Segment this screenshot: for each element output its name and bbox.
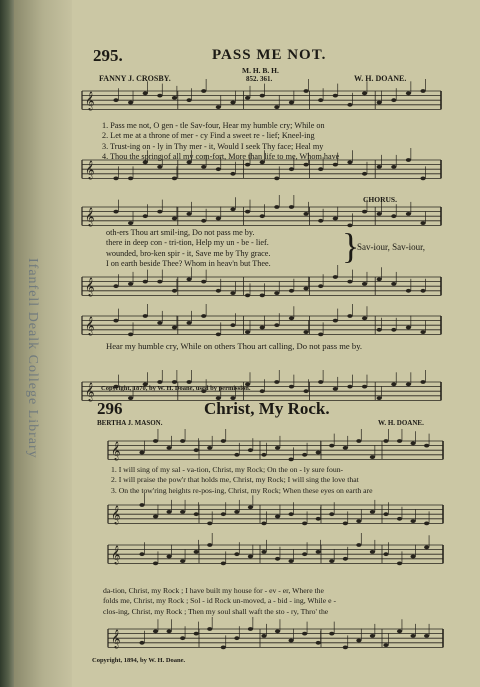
note-head [303,287,308,291]
verse-block [102,121,339,163]
clef: 𝄞 [85,382,95,401]
note-head [391,382,396,386]
chorus-label: CHORUS. [363,195,397,204]
note-head [167,510,172,514]
note-head [411,555,416,559]
verse-line: 4. Thou the spring of all my com-fort, More than life to me, Whom have [102,152,340,162]
note-head [153,439,158,443]
note-head [248,448,253,452]
note-head [275,629,280,633]
note-head [260,326,265,330]
note-head [128,333,133,337]
note-head [275,446,280,450]
note-head [221,562,226,566]
note-head [406,382,411,386]
hymn-composer: W. H. DOANE. [354,74,407,83]
verse-block-2 [106,228,271,270]
note-head [343,522,348,526]
note-head [143,280,148,284]
note-head [411,441,416,445]
note-head [406,91,411,95]
clef: 𝄞 [85,316,95,335]
note-head [216,167,221,171]
note-head [172,380,177,384]
hymnal-reference-values: 852. 361. [246,75,273,83]
note-head [221,512,226,516]
note-head [406,326,411,330]
note-head [362,385,367,389]
note-head [245,96,250,100]
chorus-line: Hear my humble cry, While on others Thou art calling, Do not pass me by. [106,341,363,351]
note-head [383,643,388,647]
note-head [420,89,425,93]
note-head [274,105,279,109]
note-head [318,98,323,102]
note-head [303,89,308,93]
note-head [397,629,402,633]
hymn-author: FANNY J. CROSBY. [99,74,171,83]
note-head [347,160,352,164]
note-head [411,634,416,638]
note-head [303,163,308,167]
note-head [194,550,199,554]
note-head [261,634,266,638]
hymn-title: Christ, My Rock. [204,399,330,418]
note-head [113,98,118,102]
note-head [157,321,162,325]
note-head [274,323,279,327]
note-head [289,512,294,516]
note-head [383,439,388,443]
note-head [391,98,396,102]
note-head [128,396,133,400]
note-head [302,632,307,636]
note-head [302,522,307,526]
note-head [391,214,396,218]
verse-line: da-tion, Christ, my Rock ; I have built my house for - ev - er, Where the [103,586,324,595]
note-head [420,289,425,293]
note-head [167,629,172,633]
note-head [216,333,221,337]
verse-line: wounded, bro-ken spir - it, Save me by Thy grace. [106,248,271,258]
verse-block-4 [103,586,336,617]
note-head [370,455,375,459]
note-head [370,634,375,638]
note-head [347,280,352,284]
note-head [260,94,265,98]
note-head [356,543,361,547]
verse-line: oth-ers Thou art smil-ing, Do not pass me by. [106,228,255,237]
note-head [302,552,307,556]
note-head [347,103,352,107]
note-head [424,522,429,526]
note-head [318,333,323,337]
note-head [128,177,133,181]
note-head [180,510,185,514]
note-head [172,326,177,330]
note-head [343,446,348,450]
note-head [261,550,266,554]
note-head [420,221,425,225]
copyright-notice: Copyright, 1894, by W. H. Doane. [92,657,186,664]
note-head [397,439,402,443]
verse-line: 2. Let me at a throne of mer - cy Find a sweet re - lief; Kneel-ing [102,131,315,141]
hymn-author: BERTHA J. MASON. [97,419,163,427]
clef: 𝄞 [111,505,121,524]
note-head [274,205,279,209]
note-head [370,550,375,554]
note-head [377,165,382,169]
note-head [143,314,148,318]
note-head [362,91,367,95]
note-head [424,545,429,549]
note-head [201,219,206,223]
note-head [397,517,402,521]
note-head [245,163,250,167]
note-head [329,444,334,448]
note-head [167,555,172,559]
note-head [329,512,334,516]
note-head [318,167,323,171]
note-head [207,627,212,631]
note-head [248,555,253,559]
library-stamp: Ifanfell Dealk College Library [25,258,40,459]
note-head [230,101,235,105]
note-head [333,163,338,167]
hymn-title: PASS ME NOT. [212,47,327,63]
note-head [207,543,212,547]
hymn-number: 295. [93,46,123,65]
note-head [194,448,199,452]
note-head [260,389,265,393]
note-head [194,512,199,516]
note-head [187,380,192,384]
note-head [356,639,361,643]
hymn-number: 296 [97,399,123,418]
note-head [187,212,192,216]
note-head [318,380,323,384]
hymn-composer: W. H. DOANE. [378,419,424,427]
note-head [230,291,235,295]
note-head [139,641,144,645]
clef: 𝄞 [111,629,121,648]
note-head [194,632,199,636]
note-head [260,214,265,218]
note-head [318,284,323,288]
note-head [274,380,279,384]
note-head [377,328,382,332]
note-head [274,291,279,295]
note-head [128,101,133,105]
note-head [316,517,321,521]
note-head [139,451,144,455]
note-head [113,284,118,288]
note-head [172,289,177,293]
note-head [113,177,118,181]
note-head [180,439,185,443]
note-head [261,522,266,526]
note-head [289,559,294,563]
note-head [261,453,266,457]
note-head [157,165,162,169]
note-head [187,321,192,325]
note-head [260,294,265,298]
note-head [318,219,323,223]
note-head [245,294,250,298]
verse-line: there in deep con - tri-tion, Help my un - be - lief. [106,238,269,248]
note-head [343,557,348,561]
note-head [377,212,382,216]
note-head [153,515,158,519]
note-head [248,505,253,509]
note-head [207,522,212,526]
note-head [406,289,411,293]
note-head [157,280,162,284]
note-head [128,221,133,225]
note-head [157,210,162,214]
note-head [230,207,235,211]
note-head [420,380,425,384]
note-head [275,557,280,561]
note-head [201,165,206,169]
note-head [411,519,416,523]
note-head [289,289,294,293]
verse-line: folds me, Christ, my Rock ; Sol - id Rock un-moved, a - bid - ing, While e - [103,596,337,606]
note-head [230,172,235,176]
note-head [275,515,280,519]
note-head [303,389,308,393]
note-head [128,282,133,286]
note-head [391,165,396,169]
note-head [316,641,321,645]
note-head [289,205,294,209]
note-head [377,277,382,281]
note-head [362,316,367,320]
chorus-start: Sav-iour, Sav-iour, [357,242,426,252]
copyright-notice: Copyright, 1870, by W. H. Doane, used by permission. [101,385,251,392]
verse-line: 2. I will praise the pow'r that holds me, Christ, my Rock; I will sing the love that [111,475,359,485]
note-head [289,385,294,389]
note-head [316,451,321,455]
note-head [221,646,226,650]
note-head [333,94,338,98]
note-head [113,319,118,323]
note-head [234,510,239,514]
note-head [234,636,239,640]
note-head [397,562,402,566]
note-head [377,101,382,105]
clef: 𝄞 [85,160,95,179]
verse-line: 3. On the tow'ring heights re-pos-ing, Christ, my Rock; When these eyes on earth are [111,485,373,495]
note-head [289,101,294,105]
verse-brace: } [342,226,360,266]
note-head [406,212,411,216]
note-head [420,330,425,334]
note-head [230,323,235,327]
note-head [362,172,367,176]
note-head [329,559,334,563]
note-head [143,214,148,218]
note-head [289,458,294,462]
note-head [356,439,361,443]
note-head [333,275,338,279]
note-head [303,212,308,216]
note-head [356,519,361,523]
clef: 𝄞 [111,441,121,460]
note-head [289,639,294,643]
note-head [424,444,429,448]
note-head [333,319,338,323]
note-head [216,105,221,109]
note-head [333,387,338,391]
note-head [302,453,307,457]
note-head [143,91,148,95]
note-head [383,512,388,516]
note-head [113,210,118,214]
note-head [167,446,172,450]
note-head [303,330,308,334]
note-head [153,562,158,566]
clef: 𝄞 [111,545,121,564]
note-head [216,289,221,293]
note-head [245,210,250,214]
note-head [221,439,226,443]
verse-line: 3. Trust-ing on - ly in Thy mer - it, Would I seek Thy face; Heal my [102,141,324,151]
note-head [172,177,177,181]
note-head [187,277,192,281]
note-head [316,550,321,554]
note-head [377,396,382,400]
note-head [187,98,192,102]
note-head [180,559,185,563]
note-head [347,385,352,389]
note-head [347,314,352,318]
note-head [289,167,294,171]
verse-line: 1. I will sing of my sal - va-tion, Christ, my Rock; On the on - ly sure foun- [111,465,344,474]
note-head [424,634,429,638]
verse-line: 1. Pass me not, O gen - tle Sav-four, Hear my humble cry; While on [102,121,325,130]
verse-line: I on earth beside Thee? Whom in heav'n but Thee. [106,259,271,269]
note-head [391,328,396,332]
note-head [391,282,396,286]
note-head [248,627,253,631]
note-head [234,453,239,457]
note-head [383,552,388,556]
verse-line: clos-ing, Christ, my Rock ; Then my soul shall waft the sto - ry, Thro' the [103,606,329,616]
note-head [245,330,250,334]
note-head [329,632,334,636]
verse-block-3 [111,465,373,496]
note-head [153,629,158,633]
note-head [234,552,239,556]
note-head [157,94,162,98]
note-head [172,96,177,100]
note-head [216,217,221,221]
note-head [362,282,367,286]
note-head [343,646,348,650]
note-head [406,158,411,162]
note-head [139,552,144,556]
note-head [370,510,375,514]
note-head [201,280,206,284]
note-head [201,314,206,318]
clef: 𝄞 [85,91,95,110]
note-head [207,446,212,450]
note-head [289,316,294,320]
note-head [333,217,338,221]
clef: 𝄞 [85,277,95,296]
hymnal-reference-header: M. H. B. H. [242,66,279,75]
note-head [172,217,177,221]
note-head [157,380,162,384]
note-head [180,636,185,640]
note-head [274,177,279,181]
note-head [201,89,206,93]
clef: 𝄞 [85,207,95,226]
note-head [139,503,144,507]
note-head [420,177,425,181]
note-head [362,210,367,214]
